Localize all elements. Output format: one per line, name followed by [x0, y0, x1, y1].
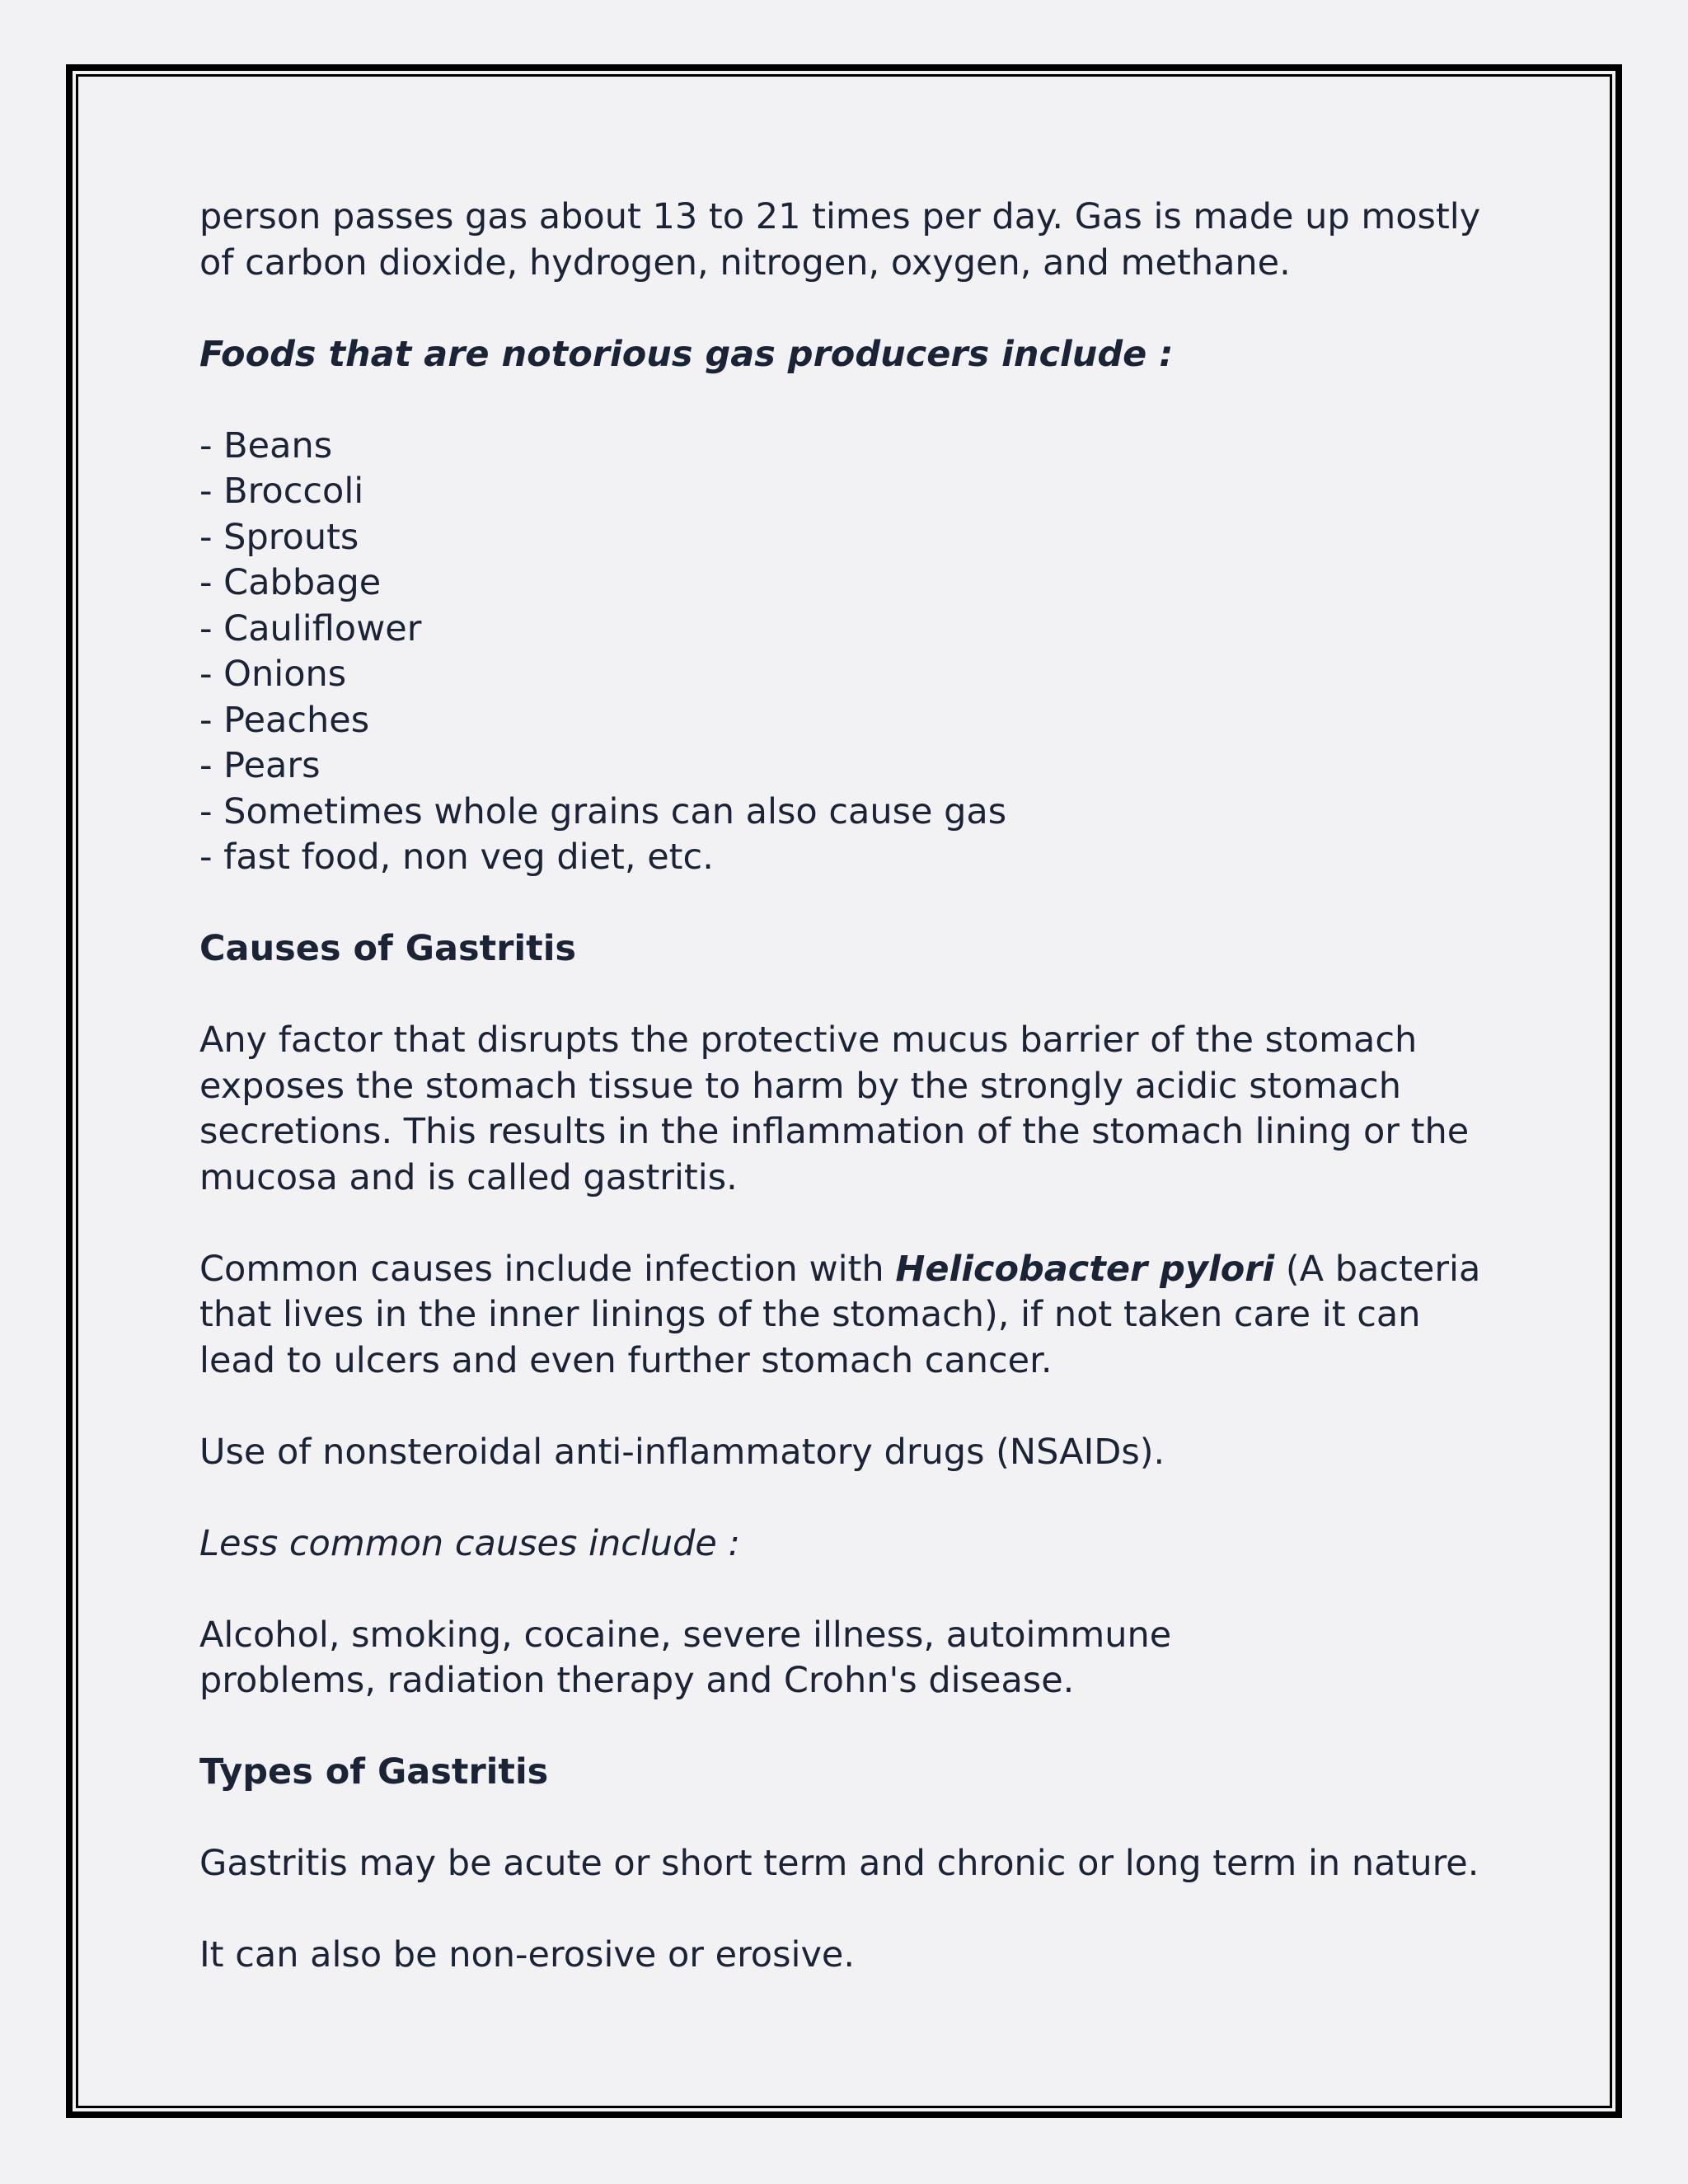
organism-name: Helicobacter pylori [895, 1248, 1275, 1290]
list-item: - Pears [199, 745, 321, 786]
foods-list [199, 424, 1502, 881]
causes-line-2: exposes the stomach tissue to harm by the strongly acidic stomach [199, 1065, 1401, 1107]
causes-heading: Causes of Gastritis [199, 928, 577, 969]
causes-paragraph [199, 1018, 1502, 1201]
types-paragraph-1: Gastritis may be acute or short term and chronic or long term in nature. [199, 1843, 1479, 1884]
list-item: - Cabbage [199, 562, 382, 603]
common-line-3: lead to ulcers and even further stomach cancer. [199, 1339, 1053, 1381]
common-suffix: (A bacteria [1274, 1248, 1481, 1290]
intro-paragraph [199, 194, 1502, 286]
less-common-line-1: Alcohol, smoking, cocaine, severe illness, autoimmune [199, 1614, 1172, 1656]
common-causes-paragraph [199, 1247, 1502, 1385]
less-common-line-2: problems, radiation therapy and Crohn's disease. [199, 1660, 1075, 1701]
list-item: - Cauliflower [199, 607, 422, 649]
causes-line-1: Any factor that disrupts the protective mucus barrier of the stomach [199, 1019, 1418, 1061]
intro-line-2: of carbon dioxide, hydrogen, nitrogen, oxygen, and methane. [199, 241, 1291, 284]
document-body [199, 194, 1502, 1979]
nsaids-paragraph: Use of nonsteroidal anti-inflammatory drugs (NSAIDs). [199, 1431, 1165, 1473]
list-item: - Onions [199, 654, 347, 695]
less-common-heading: Less common causes include : [199, 1522, 740, 1564]
list-item: - Peaches [199, 699, 370, 741]
list-item: - fast food, non veg diet, etc. [199, 837, 714, 878]
types-paragraph-2: It can also be non-erosive or erosive. [199, 1934, 856, 1975]
causes-line-4: mucosa and is called gastritis. [199, 1156, 738, 1198]
list-item: - Sprouts [199, 516, 359, 558]
less-common-paragraph [199, 1613, 1502, 1704]
common-line-2: that lives in the inner linings of the stomach), if not taken care it can [199, 1294, 1421, 1335]
common-prefix: Common causes include infection with [199, 1248, 896, 1290]
foods-heading: Foods that are notorious gas producers include : [199, 333, 1174, 375]
intro-line-1: person passes gas about 13 to 21 times per day. Gas is made up mostly [199, 196, 1481, 237]
causes-line-3: secretions. This results in the inflammation of the stomach lining or the [199, 1111, 1470, 1152]
list-item: - Beans [199, 424, 333, 466]
list-item: - Sometimes whole grains can also cause gas [199, 790, 1007, 832]
types-heading: Types of Gastritis [199, 1751, 549, 1793]
list-item: - Broccoli [199, 471, 364, 512]
